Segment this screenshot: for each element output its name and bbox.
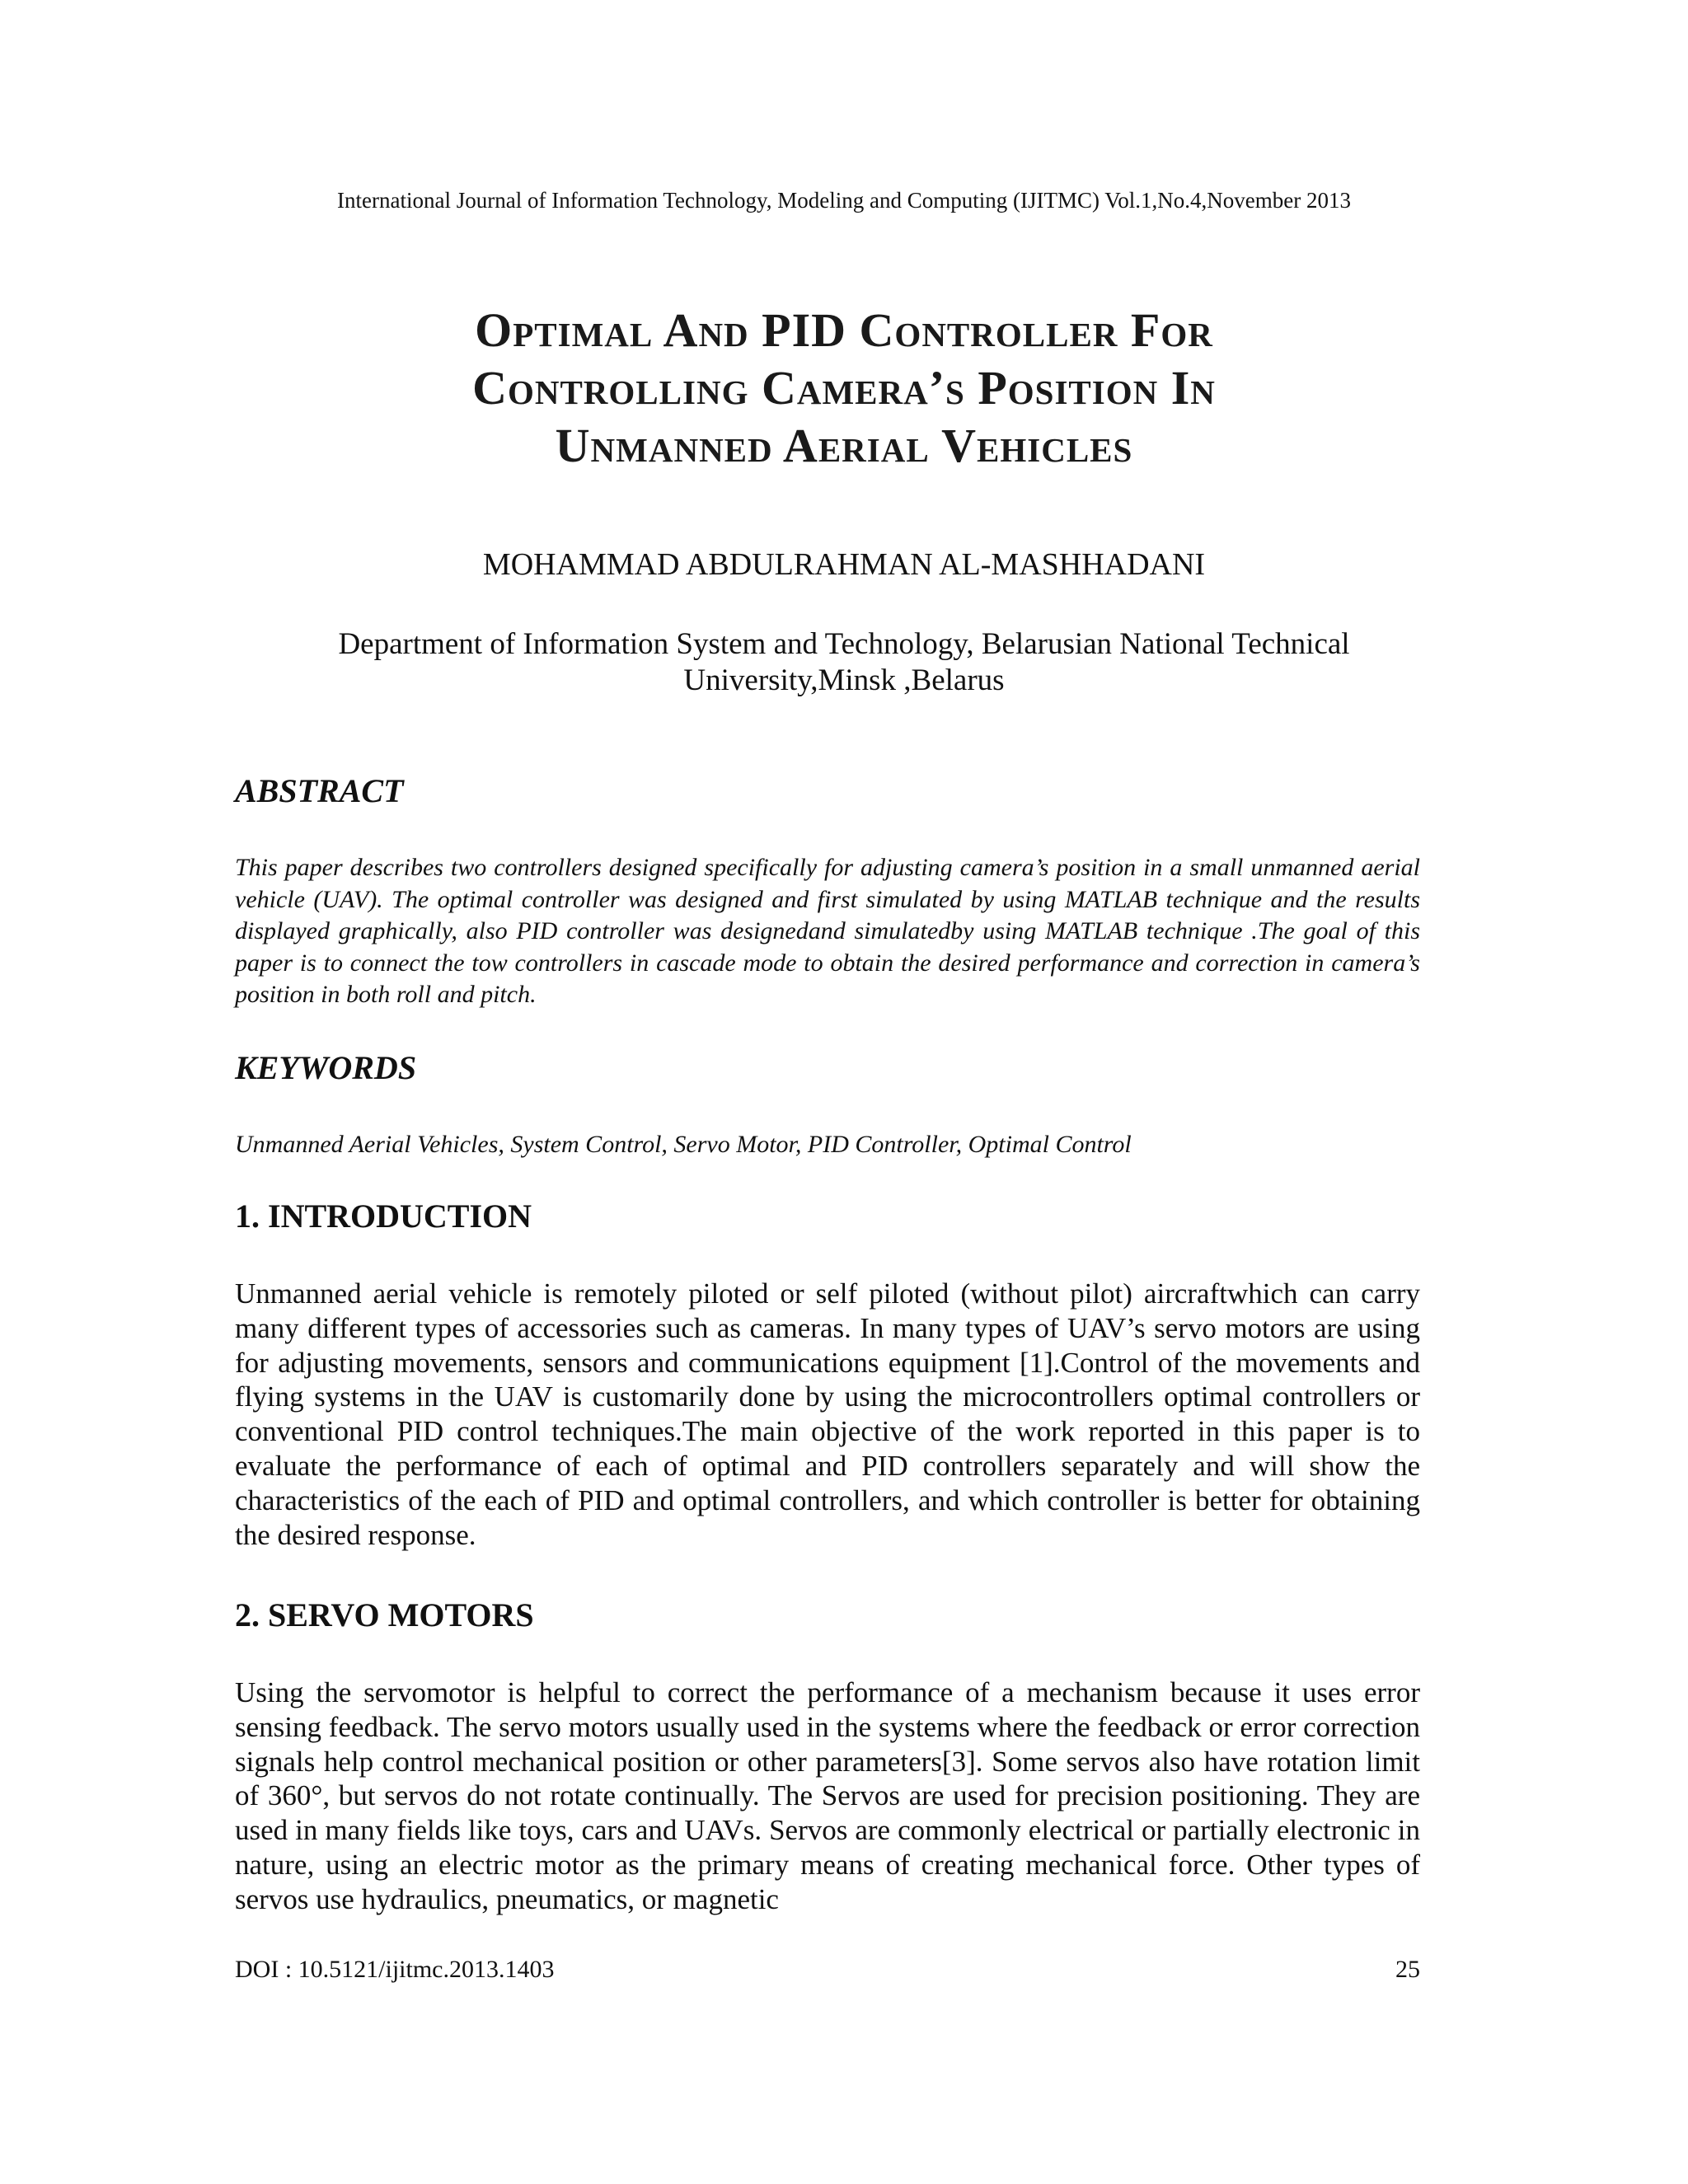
title-line: Unmanned Aerial Vehicles xyxy=(555,419,1133,472)
doi-footer: DOI : 10.5121/ijitmc.2013.1403 xyxy=(235,1956,555,1983)
author-name: MOHAMMAD ABDULRAHMAN AL-MASHHADANI xyxy=(482,547,1206,582)
affiliation-line: Department of Information System and Technology, Belarusian National Technical xyxy=(338,627,1350,661)
abstract-text: This paper describes two controllers designed specifically for adjusting camera’s position in a small unmanned aerial vehicle (UAV). The optimal controller was designed and first simulated by using MATLAB technique and the results displayed graphically, also PID controller was designedand simulatedby using MATLAB technique .The goal of this paper is to connect the tow controllers in cascade mode to obtain the desired performance and correction in camera’s position in both roll and pitch. xyxy=(235,854,1420,1009)
title-line: Controlling Camera’s Position In xyxy=(472,361,1216,415)
title-line: Optimal And PID Controller For xyxy=(475,303,1213,357)
introduction-heading: 1. INTRODUCTION xyxy=(235,1197,532,1235)
keywords-heading: KEYWORDS xyxy=(235,1049,417,1086)
servo-motors-text: Using the servomotor is helpful to correct the performance of a mechanism because it uses error sensing feedback. The servo motors usually used in the systems where the feedback or error correction signals help control mechanical position or other parameters[3]. Some servos also have rotation limit of 360°, but servos do not rotate continually. The Servos are used for precision positioning. They are used in many fields like toys, cars and UAVs. Servos are commonly electrical or partially electronic in nature, using an electric motor as the primary means of creating mechanical force. Other types of servos use hydraulics, pneumatics, or magnetic xyxy=(235,1676,1420,1915)
author-affiliation xyxy=(247,626,1441,699)
journal-header: International Journal of Information Technology, Modeling and Computing (IJITMC) Vol.1,No.4,November 2013 xyxy=(337,188,1351,213)
keywords-text: Unmanned Aerial Vehicles, System Control, Servo Motor, PID Controller, Optimal Control xyxy=(235,1131,1132,1158)
servo-motors-heading: 2. SERVO MOTORS xyxy=(235,1596,534,1633)
abstract-heading: ABSTRACT xyxy=(235,772,404,809)
page-number: 25 xyxy=(1395,1956,1420,1983)
paper-title xyxy=(247,302,1441,475)
introduction-text: Unmanned aerial vehicle is remotely piloted or self piloted (without pilot) aircraftwhich can carry many different types of accessories such as cameras. In many types of UAV’s servo motors are using for adjusting movements, sensors and communications equipment [1].Control of the movements and flying systems in the UAV is customarily done by using the microcontrollers optimal controllers or conventional PID control techniques.The main objective of the work reported in this paper is to evaluate the performance of each of optimal and PID controllers separately and will show the characteristics of the each of PID and optimal controllers, and which controller is better for obtaining the desired response. xyxy=(235,1277,1420,1551)
affiliation-line: University,Minsk ,Belarus xyxy=(683,663,1005,697)
